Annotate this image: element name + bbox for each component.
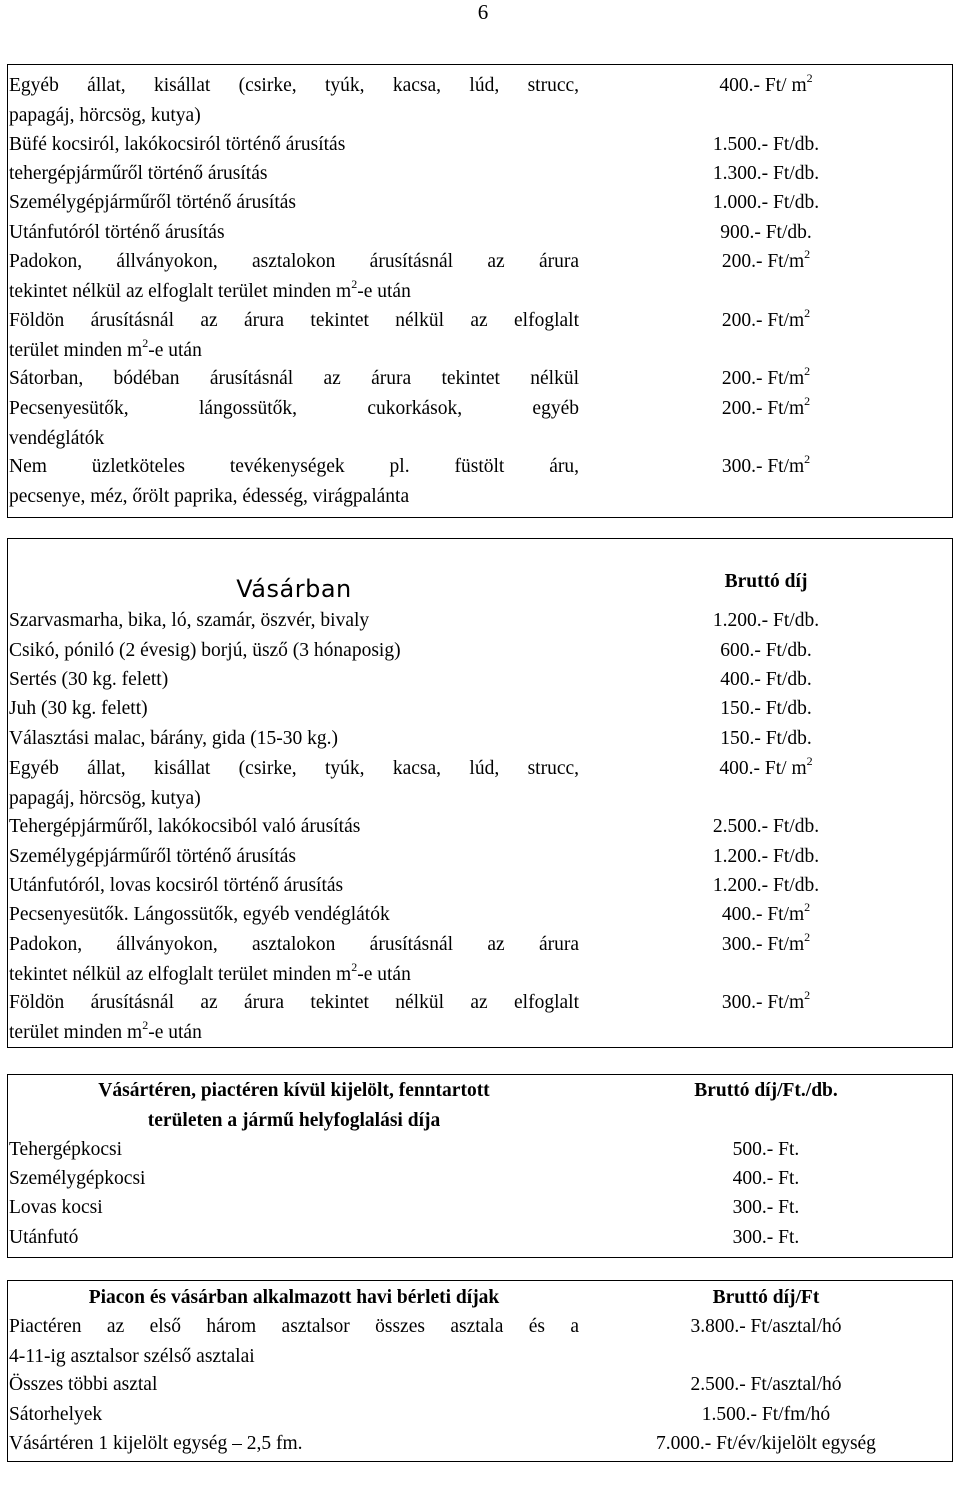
s1-row-7: Földön árusításnál az árura tekintet nélkül az elfoglalt terület minden $m^2-e$ után [9, 310, 579, 361]
s1-row-8: Sátorban, bódéban árusításnál az árura tekintet nélkül [9, 368, 579, 389]
s1-row-5: Utánfutóról történő árusítás [9, 222, 225, 243]
s1-price-2: 1.500.- Ft/db. [712, 134, 820, 155]
s4-row-2: Összes többi asztal [9, 1374, 158, 1395]
s1-price-8: 200.- $Ft/m^2$ [721, 364, 811, 389]
s4-price-header: Bruttó díj/Ft [712, 1287, 820, 1308]
s2-row-3: Sertés (30 kg. felett) [9, 669, 169, 690]
s3-row-2: Személygépkocsi [9, 1168, 146, 1189]
s2-row-9: Utánfutóról, lovas kocsiról történő árusítás [9, 875, 344, 896]
s3-title: Vásártéren, piactéren kívül kijelölt, fenntartott területen a jármű helyfoglalási díja [98, 1080, 490, 1131]
s1-row-6: Padokon, állványokon, asztalokon árusításnál az árura tekintet nélkül az elfoglalt terület minden $m^2-e$ után [9, 251, 579, 302]
s1-row-4: Személygépjárműről történő árusítás [9, 192, 296, 213]
s2-row-8: Személygépjárműről történő árusítás [9, 846, 296, 867]
s4-price-1: 3.800.- Ft/asztal/hó [690, 1316, 842, 1337]
s4-price-4: 7.000.- Ft/év/kijelölt egység [656, 1433, 876, 1454]
s2-price-3: 400.- Ft/db. [720, 669, 812, 690]
s1-price-1: 400.- Ft/ $m^2$ [719, 71, 813, 96]
s3-row-1: Tehergépkocsi [9, 1139, 123, 1160]
s2-price-9: 1.200.- Ft/db. [712, 875, 820, 896]
s3-row-3: Lovas kocsi [9, 1197, 103, 1218]
s1-row-2: Büfé kocsiról, lakókocsiról történő árusítás [9, 134, 346, 155]
s2-price-8: 1.200.- Ft/db. [712, 846, 820, 867]
s2-price-11: 300.- $Ft/m^2$ [721, 930, 811, 955]
s4-row-1: Piactéren az első három asztalsor összes asztala és a 4-11-ig asztalsor szélső asztalai [9, 1316, 579, 1367]
s2-price-header: Bruttó díj [724, 571, 808, 592]
s2-row-1: Szarvasmarha, bika, ló, szamár, öszvér, bivaly [9, 610, 370, 631]
s2-price-6: 400.- Ft/ $m^2$ [719, 754, 813, 779]
s1-price-4: 1.000.- Ft/db. [712, 192, 820, 213]
s2-row-11: Padokon, állványokon, asztalokon árusításnál az árura tekintet nélkül az elfoglalt terület minden $m^2-e$ után [9, 934, 579, 985]
s1-price-7: 200.- $Ft/m^2$ [721, 306, 811, 331]
s2-row-2: Csikó, póniló (2 évesig) borjú, üsző (3 hónaposig) [9, 640, 401, 661]
s3-price-header: Bruttó díj/Ft./db. [694, 1080, 838, 1101]
s4-row-3: Sátorhelyek [9, 1404, 103, 1425]
s2-row-7: Tehergépjárműről, lakókocsiból való árusítás [9, 816, 361, 837]
s2-price-1: 1.200.- Ft/db. [712, 610, 820, 631]
s3-price-4: 300.- Ft. [732, 1227, 800, 1248]
s1-price-3: 1.300.- Ft/db. [712, 163, 820, 184]
s3-price-1: 500.- Ft. [732, 1139, 800, 1160]
s1-price-10: 300.- $Ft/m^2$ [721, 452, 811, 477]
s2-price-12: 300.- $Ft/m^2$ [721, 988, 811, 1013]
s4-price-2: 2.500.- Ft/asztal/hó [690, 1374, 842, 1395]
s1-price-6: 200.- $Ft/m^2$ [721, 247, 811, 272]
s2-price-5: 150.- Ft/db. [720, 728, 812, 749]
s4-price-3: 1.500.- Ft/fm/hó [701, 1404, 831, 1425]
s4-row-4: Vásártéren 1 kijelölt egység – 2,5 fm. [9, 1433, 303, 1454]
s2-row-5: Választási malac, bárány, gida (15-30 kg.) [9, 728, 339, 749]
s1-row-3: tehergépjárműről történő árusítás [9, 163, 268, 184]
s2-price-2: 600.- Ft/db. [720, 640, 812, 661]
s2-row-4: Juh (30 kg. felett) [9, 698, 148, 719]
s2-row-10: Pecsenyesütők. Lángossütők, egyéb vendéglátók [9, 904, 390, 925]
s3-price-2: 400.- Ft. [732, 1168, 800, 1189]
s2-price-7: 2.500.- Ft/db. [712, 816, 820, 837]
s2-row-12: Földön árusításnál az árura tekintet nélkül az elfoglalt terület minden $m^2-e$ után [9, 992, 579, 1043]
s1-price-9: 200.- $Ft/m^2$ [721, 394, 811, 419]
s2-title: Vásárban [236, 575, 352, 603]
page-number: 6 [477, 0, 489, 24]
s1-row-9: Pecsenyesütők, lángossütők, cukorkások, egyéb vendéglátók [9, 398, 579, 449]
s2-price-10: 400.- $Ft/m^2$ [721, 900, 811, 925]
s1-row-1: Egyéb állat, kisállat (csirke, tyúk, kacsa, lúd, strucc, papagáj, hörcsög, kutya) [9, 75, 579, 126]
s1-price-5: 900.- Ft/db. [720, 222, 812, 243]
s2-row-6: Egyéb állat, kisállat (csirke, tyúk, kacsa, lúd, strucc, papagáj, hörcsög, kutya) [9, 758, 579, 809]
s2-price-4: 150.- Ft/db. [720, 698, 812, 719]
s1-row-10: Nem üzletköteles tevékenységek pl. füstölt áru, pecsenye, méz, őrölt paprika, édesség, virágpalánta [9, 456, 579, 507]
s3-price-3: 300.- Ft. [732, 1197, 800, 1218]
s3-row-4: Utánfutó [9, 1227, 79, 1248]
s4-title: Piacon és vásárban alkalmazott havi bérleti díjak [88, 1287, 500, 1308]
